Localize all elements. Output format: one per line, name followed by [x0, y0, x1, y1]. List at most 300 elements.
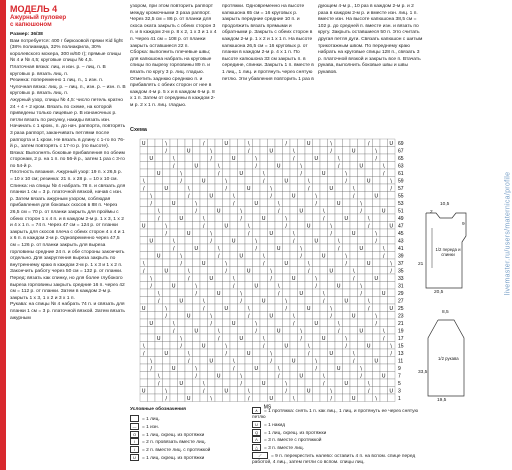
chart-cell — [238, 162, 246, 170]
chart-symbol: \ — [337, 155, 340, 162]
chart-cell — [170, 342, 178, 350]
chart-cell — [320, 282, 328, 290]
chart-symbol: U — [179, 215, 184, 222]
chart-cell — [215, 297, 223, 305]
chart-symbol: / — [150, 200, 153, 207]
chart-cell — [313, 162, 321, 170]
chart-cell — [320, 237, 328, 245]
chart-cell — [155, 267, 163, 275]
red-margin-stripe — [0, 0, 6, 470]
chart-cell — [163, 177, 171, 185]
chart-cell — [380, 297, 388, 305]
chart-symbol: \ — [172, 320, 175, 327]
chart-cell — [193, 139, 201, 147]
chart-symbol: \ — [277, 283, 280, 290]
chart-cell — [298, 214, 306, 222]
chart-cell — [320, 357, 328, 365]
chart-cell — [155, 147, 163, 155]
chart-cell — [148, 334, 156, 342]
chart-cell — [253, 342, 261, 350]
chart-cell — [343, 289, 351, 297]
chart-symbol: \ — [277, 365, 280, 372]
chart-cell — [140, 229, 148, 237]
chart-cell — [313, 229, 321, 237]
chart-cell — [298, 199, 306, 207]
chart-cell — [358, 274, 366, 282]
row-number-label: 23 — [398, 313, 404, 320]
chart-cell — [148, 139, 156, 147]
chart-cell — [185, 342, 193, 350]
chart-cell — [140, 312, 148, 320]
chart-cell — [343, 267, 351, 275]
chart-symbol: \ — [315, 193, 318, 200]
chart-cell — [328, 259, 336, 267]
chart-cell — [298, 259, 306, 267]
chart-cell — [223, 357, 231, 365]
chart-symbol: / — [330, 230, 333, 237]
chart-cell — [170, 214, 178, 222]
chart-cell — [215, 394, 223, 402]
chart-cell — [328, 297, 336, 305]
chart-cell — [223, 274, 231, 282]
chart-cell — [230, 372, 238, 380]
chart-symbol: U — [299, 290, 304, 297]
chart-cell — [290, 267, 298, 275]
chart-cell — [148, 177, 156, 185]
chart-symbol: \ — [390, 260, 393, 267]
chart-cell — [193, 394, 201, 402]
chart-symbol: / — [315, 283, 318, 290]
chart-symbol: U — [344, 298, 349, 305]
chart-cell — [163, 372, 171, 380]
chart-symbol: U — [194, 245, 199, 252]
chart-cell — [223, 379, 231, 387]
chart-cell — [358, 222, 366, 230]
chart-cell — [193, 312, 201, 320]
chart-cell — [335, 357, 343, 365]
row-number-label: 47 — [398, 223, 404, 230]
chart-cell — [140, 379, 148, 387]
chart-symbol: / — [165, 148, 168, 155]
chart-cell — [350, 327, 358, 335]
chart-cell — [238, 342, 246, 350]
chart-cell — [350, 304, 358, 312]
chart-cell — [305, 357, 313, 365]
chart-cell — [298, 364, 306, 372]
legend-item: — = 1 изн. — [130, 423, 250, 431]
chart-cell — [290, 214, 298, 222]
chart-symbol: / — [285, 140, 288, 147]
chart-cell — [328, 154, 336, 162]
chart-cell — [185, 304, 193, 312]
chart-cell — [268, 169, 276, 177]
chart-symbol: / — [210, 155, 213, 162]
row-number-label: 3 — [398, 388, 401, 395]
chart-cell — [253, 252, 261, 260]
chart-symbol: / — [180, 260, 183, 267]
chart-cell — [208, 379, 216, 387]
chart-cell — [163, 162, 171, 170]
chart-cell — [335, 259, 343, 267]
chart-cell — [155, 342, 163, 350]
chart-cell — [275, 139, 283, 147]
chart-symbol: / — [285, 223, 288, 230]
chart-symbol: U — [269, 230, 274, 237]
chart-symbol: \ — [315, 275, 318, 282]
chart-cell — [185, 327, 193, 335]
sleeve-width-label: 19,5 — [437, 398, 447, 403]
chart-cell — [283, 267, 291, 275]
chart-cell — [230, 334, 238, 342]
chart-cell — [170, 297, 178, 305]
chart-cell — [208, 214, 216, 222]
chart-cell — [230, 379, 238, 387]
chart-cell — [170, 334, 178, 342]
chart-cell — [163, 237, 171, 245]
chart-cell — [238, 364, 246, 372]
chart-cell — [208, 184, 216, 192]
chart-cell — [305, 372, 313, 380]
chart-cell — [208, 289, 216, 297]
chart-symbol: U — [141, 305, 146, 312]
chart-cell — [148, 394, 156, 402]
chart-cell — [178, 349, 186, 357]
garter-stitch-text: Платочная вязка: лиц. и изн. р. – лиц. п. В круговых р. вязать лиц. п. — [10, 64, 106, 77]
chart-cell — [140, 199, 148, 207]
chart-cell — [290, 199, 298, 207]
chart-cell — [283, 364, 291, 372]
body-piece-label: 1/2 переда и спинки — [435, 247, 461, 257]
chart-symbol: U — [149, 155, 154, 162]
symbol-3tog-knit-icon: △ — [252, 444, 261, 451]
row-number-label: 37 — [398, 261, 404, 267]
chart-cell — [305, 214, 313, 222]
chart-cell — [350, 207, 358, 215]
chart-cell — [185, 199, 193, 207]
chart-symbol: / — [262, 178, 265, 185]
chart-cell — [305, 192, 313, 200]
chart-cell — [373, 199, 381, 207]
chart-cell — [230, 394, 238, 402]
chart-symbol: \ — [367, 298, 370, 305]
chart-cell — [230, 139, 238, 147]
row-number-label: 53 — [398, 201, 404, 207]
chart-cell — [140, 327, 148, 335]
chart-cell — [320, 394, 328, 402]
chart-cell — [185, 214, 193, 222]
chart-symbol: / — [240, 380, 243, 387]
chart-cell — [193, 297, 201, 305]
chart-cell — [238, 177, 246, 185]
model-subtitle-1: Ажурный пуловер — [10, 14, 67, 21]
chart-cell — [313, 297, 321, 305]
chart-cell — [365, 327, 373, 335]
chart-cell — [238, 349, 246, 357]
chart-cell — [320, 327, 328, 335]
chart-symbol: \ — [345, 170, 348, 177]
chart-cell — [380, 139, 388, 147]
chart-symbol: U — [336, 200, 341, 207]
chart-cell — [193, 177, 201, 185]
chart-cell — [215, 342, 223, 350]
chart-cell — [268, 244, 276, 252]
chart-cell — [358, 342, 366, 350]
chart-cell — [373, 327, 381, 335]
chart-cell — [148, 327, 156, 335]
chart-symbol: / — [202, 223, 205, 230]
chart-cell — [350, 379, 358, 387]
chart-symbol: \ — [292, 395, 295, 402]
row-number-label: 67 — [398, 148, 404, 155]
chart-cell — [163, 342, 171, 350]
chart-symbol: U — [186, 230, 191, 237]
chart-cell — [343, 237, 351, 245]
chart-symbol: / — [292, 238, 295, 245]
chart-cell — [260, 289, 268, 297]
chart-symbol: \ — [240, 290, 243, 297]
chart-cell — [388, 319, 396, 327]
chart-cell — [365, 184, 373, 192]
chart-symbol: U — [359, 245, 364, 252]
chart-cell — [253, 184, 261, 192]
chart-symbol: U — [254, 200, 259, 207]
chart-cell — [268, 297, 276, 305]
chart-cell — [365, 319, 373, 327]
chart-cell — [253, 394, 261, 402]
chart-symbol: \ — [165, 388, 168, 395]
chart-cell — [358, 357, 366, 365]
chart-cell — [200, 147, 208, 155]
chart-cell — [380, 237, 388, 245]
chart-cell — [215, 184, 223, 192]
chart-cell — [328, 364, 336, 372]
chart-cell — [185, 364, 193, 372]
chart-cell — [155, 387, 163, 395]
chart-cell — [373, 387, 381, 395]
chart-cell — [335, 372, 343, 380]
chart-symbol: \ — [210, 313, 213, 320]
row-number-label: 45 — [398, 231, 404, 237]
chart-cell — [260, 319, 268, 327]
chart-cell — [283, 282, 291, 290]
chart-symbol: / — [187, 358, 190, 365]
chart-cell — [268, 154, 276, 162]
chart-cell — [223, 282, 231, 290]
chart-cell — [215, 274, 223, 282]
chart-cell — [140, 394, 148, 402]
chart-cell — [335, 289, 343, 297]
chart-cell — [178, 154, 186, 162]
chart-cell — [215, 222, 223, 230]
chart-symbol: U — [246, 350, 251, 357]
chart-cell — [350, 364, 358, 372]
chart-cell — [305, 394, 313, 402]
chart-cell — [358, 154, 366, 162]
chart-cell — [365, 274, 373, 282]
chart-cell — [245, 282, 253, 290]
chart-cell — [238, 394, 246, 402]
chart-cell — [238, 184, 246, 192]
chart-cell — [155, 274, 163, 282]
chart-cell — [335, 304, 343, 312]
chart-cell — [313, 184, 321, 192]
chart-symbol: / — [240, 298, 243, 305]
chart-symbol: U — [284, 260, 289, 267]
chart-symbol: / — [292, 320, 295, 327]
chart-cell — [275, 237, 283, 245]
chart-symbol: / — [382, 170, 385, 177]
chart-cell — [148, 304, 156, 312]
chart-cell — [373, 372, 381, 380]
chart-symbol: \ — [262, 170, 265, 177]
chart-cell — [223, 192, 231, 200]
chart-symbol: \ — [270, 268, 273, 275]
chart-cell — [350, 259, 358, 267]
chart-cell — [260, 207, 268, 215]
chart-cell — [170, 379, 178, 387]
chart-symbol: / — [390, 185, 393, 192]
chart-cell — [275, 184, 283, 192]
chart-cell — [388, 252, 396, 260]
chart-symbol: \ — [255, 155, 258, 162]
chart-symbol: \ — [322, 290, 325, 297]
chart-cell — [245, 357, 253, 365]
chart-cell — [313, 387, 321, 395]
chart-cell — [140, 297, 148, 305]
chart-symbol: / — [165, 395, 168, 402]
chart-cell — [298, 147, 306, 155]
chart-cell — [298, 222, 306, 230]
chart-cell — [388, 214, 396, 222]
chart-symbol: \ — [172, 155, 175, 162]
chart-cell — [313, 372, 321, 380]
body-top-label: 2 — [430, 210, 433, 215]
chart-cell — [388, 192, 396, 200]
chart-cell — [388, 379, 396, 387]
stockinette-text: Чулочная вязка: лиц. р. – лиц. п., изн. р. – изн. п. В круговых р. вязать лиц. п. — [10, 84, 126, 97]
chart-cell — [260, 222, 268, 230]
chart-cell — [290, 244, 298, 252]
chart-cell — [238, 282, 246, 290]
chart-symbol: \ — [180, 335, 183, 342]
chart-cell — [275, 349, 283, 357]
chart-cell — [350, 387, 358, 395]
chart-cell — [245, 192, 253, 200]
chart-cell — [373, 342, 381, 350]
chart-cell — [328, 274, 336, 282]
chart-cell — [313, 349, 321, 357]
chart-symbol: / — [367, 388, 370, 395]
chart-cell — [208, 207, 216, 215]
chart-cell — [305, 334, 313, 342]
chart-cell — [358, 319, 366, 327]
chart-symbol: U — [336, 365, 341, 372]
chart-cell — [373, 214, 381, 222]
chart-cell — [290, 379, 298, 387]
chart-cell — [380, 379, 388, 387]
chart-cell — [283, 237, 291, 245]
chart-cell — [268, 222, 276, 230]
legend-right — [252, 404, 432, 466]
chart-cell — [358, 312, 366, 320]
chart-cell — [328, 162, 336, 170]
chart-cell — [343, 319, 351, 327]
chart-cell — [343, 387, 351, 395]
chart-cell — [148, 184, 156, 192]
chart-cell — [298, 304, 306, 312]
sleeve-height-label: 33,5 — [418, 370, 428, 375]
chart-symbol: / — [390, 350, 393, 357]
chart-cell — [350, 199, 358, 207]
chart-cell — [298, 357, 306, 365]
chart-symbol: / — [345, 343, 348, 350]
chart-cell — [200, 267, 208, 275]
chart-symbol: \ — [187, 268, 190, 275]
chart-cell — [170, 184, 178, 192]
gauge-text: Плотность вязания. Ажурный узор: 19 п. х 26,5 р. = 10 х 10 см; резинка: 21 п. х 28 р. = 10 х 10 см. — [10, 170, 122, 183]
chart-symbol: U — [186, 148, 191, 155]
chart-cell — [223, 297, 231, 305]
chart-cell — [343, 312, 351, 320]
chart-cell — [373, 364, 381, 372]
chart-cell — [260, 304, 268, 312]
chart-cell — [215, 387, 223, 395]
chart-symbol: \ — [217, 245, 220, 252]
chart-cell — [275, 267, 283, 275]
chart-cell — [373, 207, 381, 215]
chart-cell — [388, 237, 396, 245]
chart-cell — [223, 319, 231, 327]
chart-cell — [365, 267, 373, 275]
chart-cell — [298, 387, 306, 395]
chart-cell — [343, 372, 351, 380]
chart-cell — [388, 162, 396, 170]
chart-symbol: / — [247, 148, 250, 155]
chart-cell — [275, 312, 283, 320]
chart-symbol: U — [329, 185, 334, 192]
chart-symbol: / — [150, 365, 153, 372]
chart-cell — [238, 192, 246, 200]
chart-cell — [365, 244, 373, 252]
chart-cell — [178, 237, 186, 245]
chart-cell — [305, 162, 313, 170]
chart-cell — [215, 154, 223, 162]
chart-symbol: U — [306, 305, 311, 312]
chart-symbol: / — [307, 185, 310, 192]
chart-cell — [365, 312, 373, 320]
chart-cell — [163, 289, 171, 297]
chart-cell — [298, 297, 306, 305]
chart-symbol: U — [269, 395, 274, 402]
row-number-label: 5 — [398, 381, 401, 387]
chart-symbol: \ — [367, 380, 370, 387]
chart-symbol: / — [180, 178, 183, 185]
chart-cell — [373, 252, 381, 260]
chart-cell — [365, 229, 373, 237]
chart-symbol: / — [322, 215, 325, 222]
chart-symbol: \ — [195, 200, 198, 207]
chart-cell — [140, 154, 148, 162]
symbol-knit-icon — [130, 415, 139, 422]
chart-cell — [170, 177, 178, 185]
chart-cell — [380, 192, 388, 200]
chart-symbol: / — [225, 268, 228, 275]
chart-cell — [215, 364, 223, 372]
chart-symbol: / — [157, 298, 160, 305]
chart-cell — [140, 274, 148, 282]
chart-cell — [155, 177, 163, 185]
chart-cell — [170, 207, 178, 215]
